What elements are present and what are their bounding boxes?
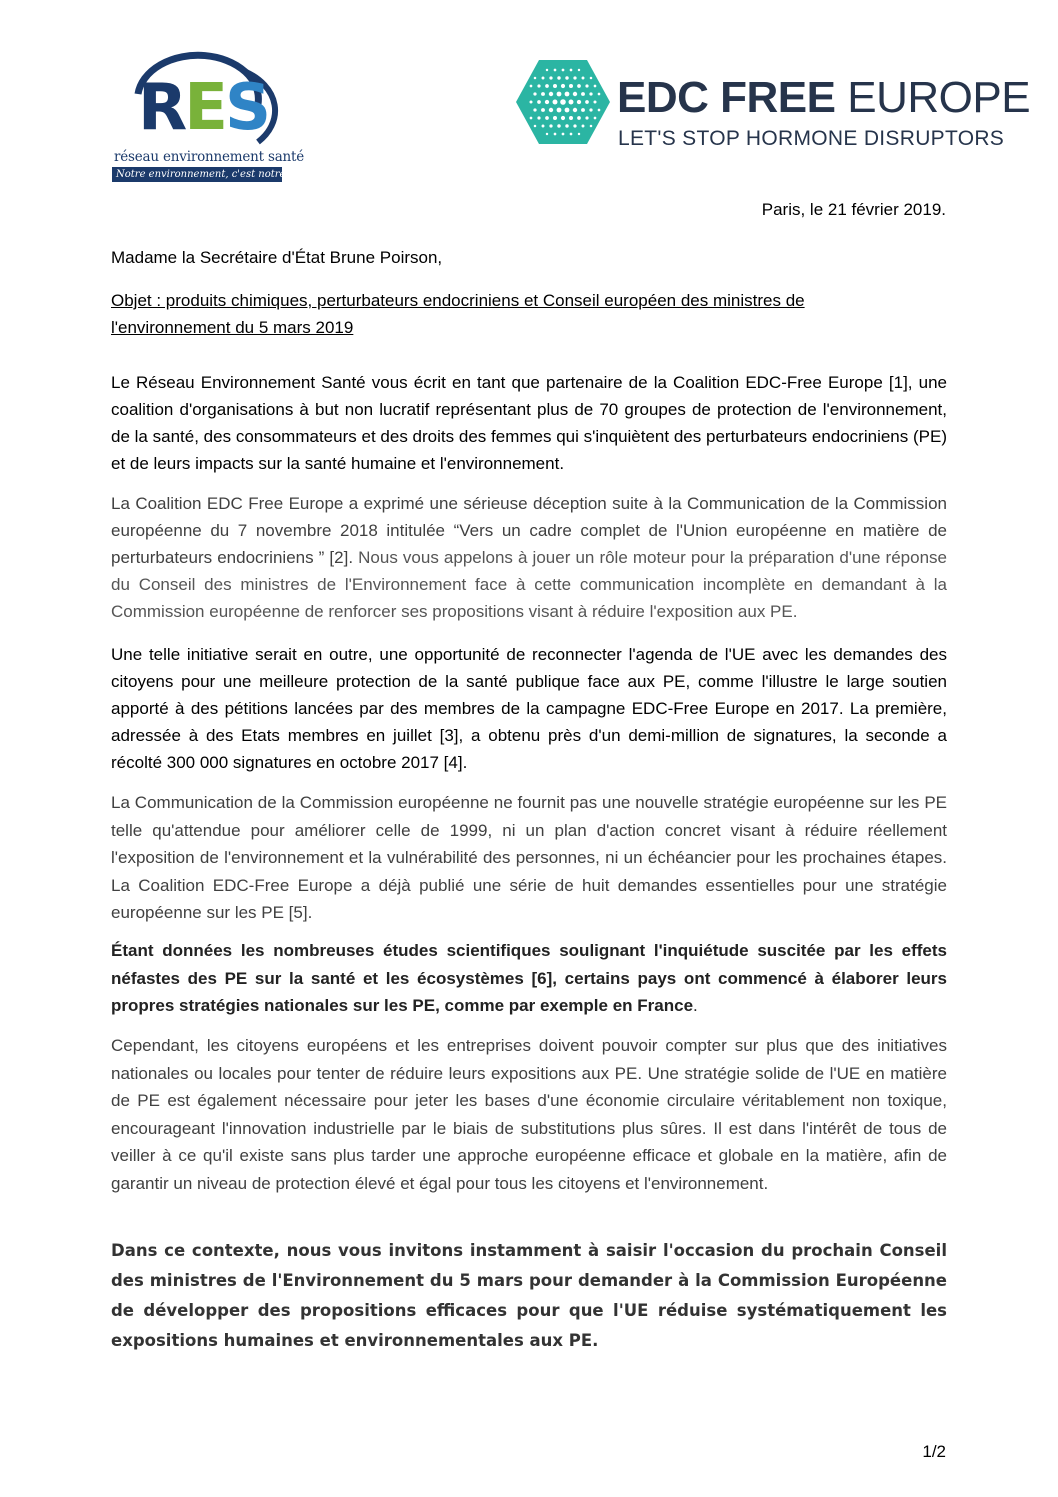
paragraph-communication-part-1: La Coalition EDC Free Europe a exprimé une sérieuse déception suite à la Communication de la Commission européenne du 7 novembre 2018 intitulée “Vers un cadre complet de l'Union européenne en matière de perturbateurs endocriniens ” [2]. bbox=[111, 494, 947, 567]
res-letter-r: R bbox=[138, 71, 185, 145]
res-tagline: Notre environnement, c'est notre santé bbox=[112, 167, 282, 182]
res-letters bbox=[138, 71, 269, 145]
paragraph-scientific-studies-main: Étant données les nombreuses études scientifiques soulignant l'inquiétude suscitée par les effets néfastes des PE sur la santé et les écosystèmes [6], certains pays ont commencé à élaborer leurs propres stratégies nationales sur les PE, comme par exemple en France bbox=[111, 941, 947, 1015]
edc-title bbox=[617, 73, 1031, 122]
salutation: Madame la Secrétaire d'État Brune Poirson, bbox=[111, 248, 443, 267]
res-caption: réseau environnement santé bbox=[114, 149, 305, 165]
res-letter-e: E bbox=[184, 71, 225, 145]
paragraph-scientific-studies bbox=[111, 937, 947, 1020]
res-logo bbox=[108, 54, 317, 184]
paragraph-call-to-action: Dans ce contexte, nous vous invitons instamment à saisir l'occasion du prochain Conseil des ministres de l'Environnement du 5 mars pour demander à la Commission Européenne de développer des propositions efficaces pour que l'UE réduise systématiquement les expositions humaines et environnementales aux PE. bbox=[111, 1241, 947, 1350]
edc-title-light: EUROPE bbox=[847, 73, 1031, 122]
edc-subtitle: LET'S STOP HORMONE DISRUPTORS bbox=[618, 127, 1005, 150]
res-letter-s: S bbox=[225, 71, 269, 145]
paragraph-strategy: La Communication de la Commission européenne ne fournit pas une nouvelle stratégie européenne sur les PE telle qu'attendue pour améliorer celle de 1999, ni un plan d'action concret visant à réduire réellement l'exposition de l'environnement et la vulnérabilité des personnes, ni un échéancier pour les prochaines étapes. La Coalition EDC-Free Europe a déjà publié une série de huit demandes essentielles pour une stratégie européenne sur les PE [5]. bbox=[111, 793, 947, 922]
paragraph-communication-part-2: Nous vous appelons à jouer un rôle moteur pour la préparation d'une réponse du Conseil des ministres de l'Environnement face à cette communication incomplète en demandant à la Commission européenne de renforcer ses propositions visant à réduire l'exposition aux PE. bbox=[111, 548, 947, 621]
paragraph-scientific-studies-end: . bbox=[693, 996, 698, 1015]
paragraph-european-approach: Cependant, les citoyens européens et les entreprises doivent pouvoir compter sur plus que des initiatives nationales ou locales pour tenter de réduire leurs expositions aux PE. Une stratégie solide de l'UE en matière de PE est également nécessaire pour jeter les bases d'une économie circulaire véritablement non toxique, encourageant l'innovation industrielle par le biais de substitutions plus sûres. Il est dans l'intérêt de tous de veiller à ce qu'il existe sans plus tarder une approche européenne efficace et globale en la matière, afin de garantir un niveau de protection élevé et égal pour tous les citoyens et l'environnement. bbox=[111, 1036, 947, 1193]
edc-hexagon-icon bbox=[516, 60, 610, 144]
page-number: 1/2 bbox=[922, 1442, 946, 1461]
edc-title-bold: EDC FREE bbox=[617, 73, 836, 122]
paragraph-petitions: Une telle initiative serait en outre, une opportunité de reconnecter l'agenda de l'UE avec les demandes des citoyens pour une meilleure protection de la santé publique face aux PE, comme l'illustre le large soutien apporté à des pétitions lancées par des membres de la campagne EDC-Free Europe en 2017. La première, adressée à des Etats membres en juillet [3], a obtenu près d'un demi-million de signatures, la seconde a récolté 300 000 signatures en octobre 2017 [4]. bbox=[111, 645, 947, 772]
paragraph-introduction: Le Réseau Environnement Santé vous écrit en tant que partenaire de la Coalition EDC-Free Europe [1], une coalition d'organisations à but non lucratif représentant plus de 70 groupes de protection de l'environnement, de la santé, des consommateurs et des droits des femmes qui s'inquiètent des perturbateurs endocriniens (PE) et de leurs impacts sur la santé humaine et l'environnement. bbox=[111, 373, 947, 473]
letter-date: Paris, le 21 février 2019. bbox=[761, 200, 946, 219]
paragraph-communication bbox=[111, 490, 947, 625]
letter-subject: Objet : produits chimiques, perturbateurs endocriniens et Conseil européen des ministres de l'environnement du 5 mars 2019 bbox=[111, 291, 805, 337]
